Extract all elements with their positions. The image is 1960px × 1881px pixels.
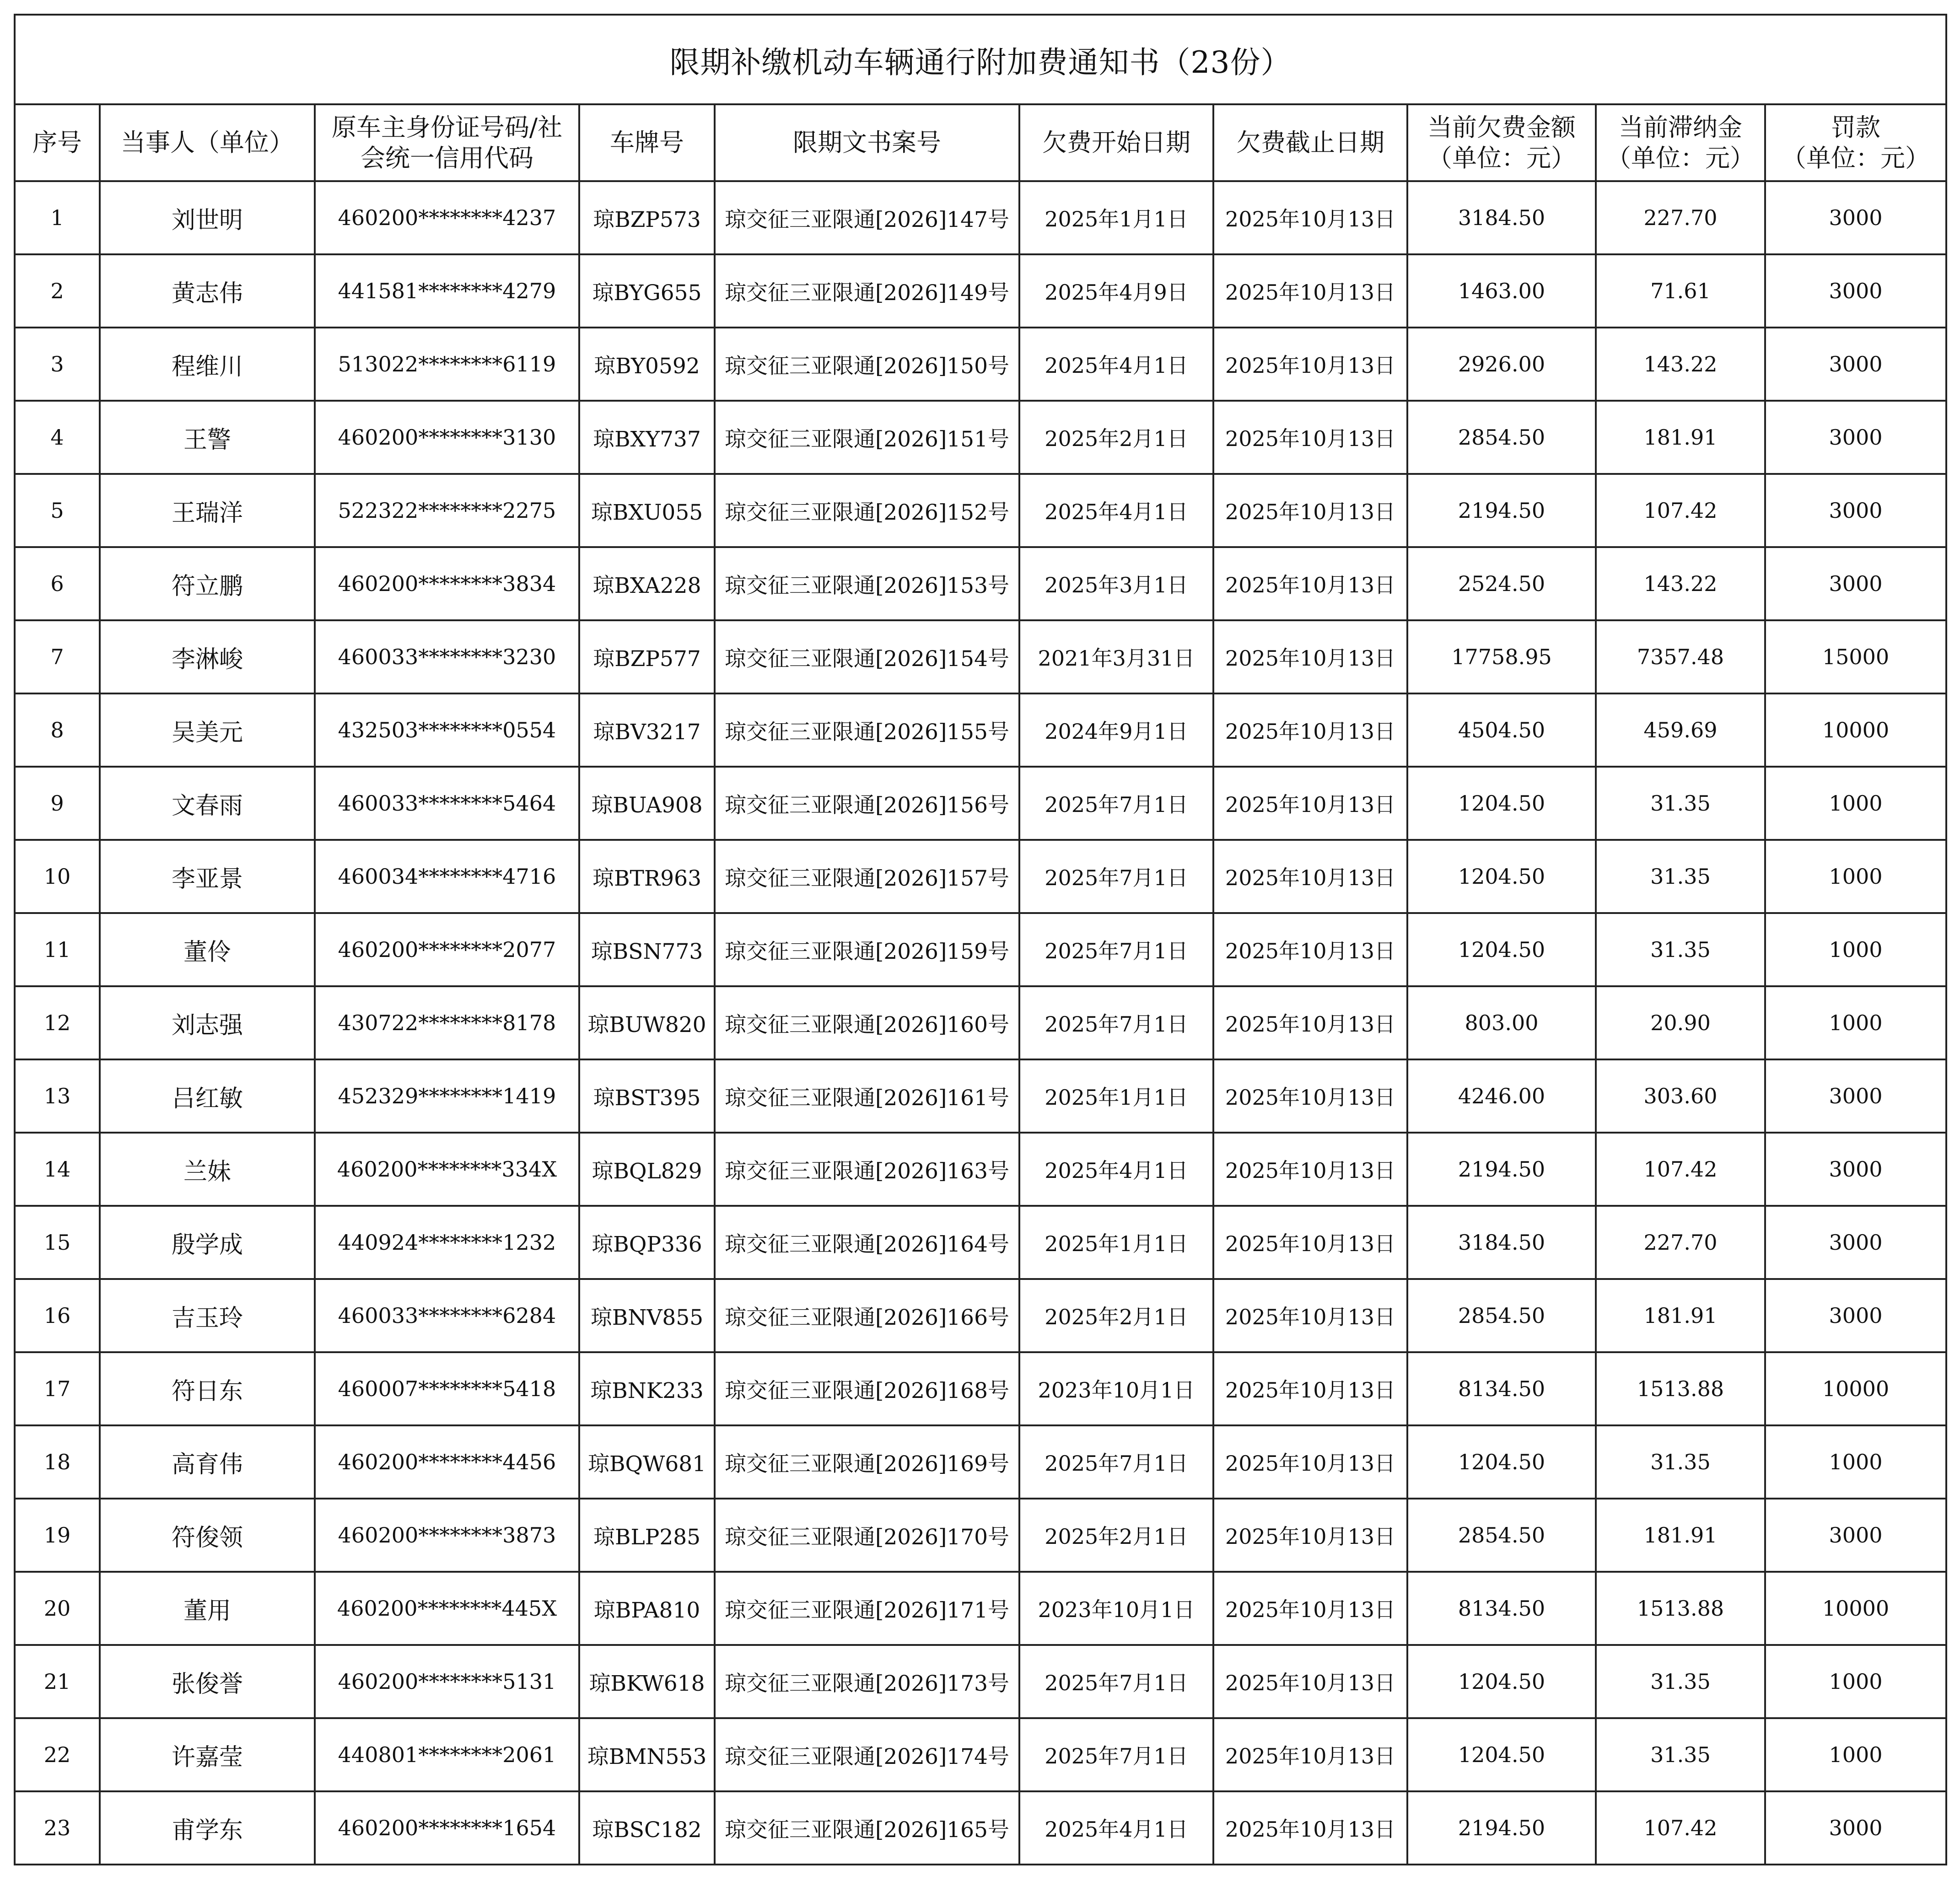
cell-end-date: 2025年10月13日 bbox=[1213, 1499, 1407, 1572]
cell-party: 许嘉莹 bbox=[100, 1718, 315, 1791]
cell-end-date: 2025年10月13日 bbox=[1213, 1352, 1407, 1425]
cell-id-number: 452329********1419 bbox=[315, 1059, 579, 1133]
table-row bbox=[15, 1645, 1946, 1718]
table-row bbox=[15, 1279, 1946, 1352]
cell-start-date: 2025年7月1日 bbox=[1019, 840, 1213, 913]
cell-party: 李亚景 bbox=[100, 840, 315, 913]
cell-id-number: 460033********6284 bbox=[315, 1279, 579, 1352]
cell-fine: 10000 bbox=[1765, 693, 1946, 767]
header-fine bbox=[1765, 104, 1946, 181]
cell-late-fee: 459.69 bbox=[1596, 693, 1765, 767]
cell-start-date: 2025年2月1日 bbox=[1019, 1279, 1213, 1352]
header-arrears bbox=[1407, 104, 1596, 181]
cell-index: 7 bbox=[15, 620, 100, 693]
cell-late-fee: 31.35 bbox=[1596, 913, 1765, 986]
cell-index: 3 bbox=[15, 328, 100, 401]
cell-index: 6 bbox=[15, 547, 100, 620]
cell-case-no: 琼交征三亚限通[2026]170号 bbox=[715, 1499, 1019, 1572]
cell-party: 殷学成 bbox=[100, 1206, 315, 1279]
cell-arrears: 2524.50 bbox=[1407, 547, 1596, 620]
cell-arrears: 2194.50 bbox=[1407, 1133, 1596, 1206]
table-row bbox=[15, 547, 1946, 620]
cell-party: 董伶 bbox=[100, 913, 315, 986]
header-arrears-line2: （单位：元） bbox=[1427, 144, 1576, 172]
cell-end-date: 2025年10月13日 bbox=[1213, 1206, 1407, 1279]
cell-id-number: 430722********8178 bbox=[315, 986, 579, 1059]
cell-end-date: 2025年10月13日 bbox=[1213, 1279, 1407, 1352]
cell-late-fee: 143.22 bbox=[1596, 328, 1765, 401]
cell-case-no: 琼交征三亚限通[2026]166号 bbox=[715, 1279, 1019, 1352]
cell-start-date: 2025年4月1日 bbox=[1019, 328, 1213, 401]
cell-party: 高育伟 bbox=[100, 1425, 315, 1499]
cell-case-no: 琼交征三亚限通[2026]152号 bbox=[715, 474, 1019, 547]
cell-late-fee: 7357.48 bbox=[1596, 620, 1765, 693]
cell-index: 1 bbox=[15, 181, 100, 254]
cell-party: 甫学东 bbox=[100, 1791, 315, 1865]
cell-party: 吉玉玲 bbox=[100, 1279, 315, 1352]
cell-start-date: 2025年1月1日 bbox=[1019, 1059, 1213, 1133]
cell-id-number: 460034********4716 bbox=[315, 840, 579, 913]
cell-plate: 琼BTR963 bbox=[579, 840, 715, 913]
cell-case-no: 琼交征三亚限通[2026]164号 bbox=[715, 1206, 1019, 1279]
header-fine-line2: （单位：元） bbox=[1782, 144, 1930, 172]
cell-plate: 琼BSC182 bbox=[579, 1791, 715, 1865]
cell-case-no: 琼交征三亚限通[2026]160号 bbox=[715, 986, 1019, 1059]
table-row bbox=[15, 1718, 1946, 1791]
header-late-fee-line1: 当前滞纳金 bbox=[1619, 113, 1742, 142]
cell-start-date: 2025年7月1日 bbox=[1019, 1425, 1213, 1499]
cell-fine: 1000 bbox=[1765, 840, 1946, 913]
cell-plate: 琼BLP285 bbox=[579, 1499, 715, 1572]
cell-late-fee: 107.42 bbox=[1596, 1133, 1765, 1206]
cell-id-number: 440801********2061 bbox=[315, 1718, 579, 1791]
cell-end-date: 2025年10月13日 bbox=[1213, 913, 1407, 986]
cell-late-fee: 31.35 bbox=[1596, 1425, 1765, 1499]
cell-start-date: 2025年7月1日 bbox=[1019, 913, 1213, 986]
cell-party: 刘世明 bbox=[100, 181, 315, 254]
cell-fine: 1000 bbox=[1765, 767, 1946, 840]
cell-arrears: 3184.50 bbox=[1407, 1206, 1596, 1279]
header-start-date: 欠费开始日期 bbox=[1019, 104, 1213, 181]
cell-end-date: 2025年10月13日 bbox=[1213, 328, 1407, 401]
cell-plate: 琼BNV855 bbox=[579, 1279, 715, 1352]
cell-case-no: 琼交征三亚限通[2026]169号 bbox=[715, 1425, 1019, 1499]
table-row bbox=[15, 840, 1946, 913]
header-arrears-line1: 当前欠费金额 bbox=[1427, 113, 1576, 142]
cell-id-number: 441581********4279 bbox=[315, 254, 579, 328]
notice-sheet bbox=[14, 14, 1945, 1865]
cell-index: 20 bbox=[15, 1572, 100, 1645]
cell-id-number: 460200********445X bbox=[315, 1572, 579, 1645]
cell-end-date: 2025年10月13日 bbox=[1213, 474, 1407, 547]
cell-start-date: 2023年10月1日 bbox=[1019, 1352, 1213, 1425]
cell-end-date: 2025年10月13日 bbox=[1213, 693, 1407, 767]
cell-fine: 10000 bbox=[1765, 1572, 1946, 1645]
cell-party: 符俊领 bbox=[100, 1499, 315, 1572]
cell-case-no: 琼交征三亚限通[2026]150号 bbox=[715, 328, 1019, 401]
cell-arrears: 4504.50 bbox=[1407, 693, 1596, 767]
table-body bbox=[15, 181, 1946, 1865]
cell-fine: 10000 bbox=[1765, 1352, 1946, 1425]
cell-case-no: 琼交征三亚限通[2026]147号 bbox=[715, 181, 1019, 254]
cell-end-date: 2025年10月13日 bbox=[1213, 840, 1407, 913]
cell-id-number: 460200********5131 bbox=[315, 1645, 579, 1718]
header-index: 序号 bbox=[15, 104, 100, 181]
cell-arrears: 2194.50 bbox=[1407, 1791, 1596, 1865]
cell-plate: 琼BMN553 bbox=[579, 1718, 715, 1791]
table-row bbox=[15, 1791, 1946, 1865]
cell-index: 10 bbox=[15, 840, 100, 913]
cell-id-number: 460007********5418 bbox=[315, 1352, 579, 1425]
cell-arrears: 8134.50 bbox=[1407, 1352, 1596, 1425]
cell-case-no: 琼交征三亚限通[2026]155号 bbox=[715, 693, 1019, 767]
cell-party: 刘志强 bbox=[100, 986, 315, 1059]
cell-id-number: 460200********3873 bbox=[315, 1499, 579, 1572]
cell-late-fee: 31.35 bbox=[1596, 767, 1765, 840]
cell-party: 张俊誉 bbox=[100, 1645, 315, 1718]
cell-end-date: 2025年10月13日 bbox=[1213, 401, 1407, 474]
cell-arrears: 2854.50 bbox=[1407, 401, 1596, 474]
cell-fine: 3000 bbox=[1765, 1791, 1946, 1865]
table-row bbox=[15, 1352, 1946, 1425]
notice-table bbox=[14, 14, 1947, 1865]
cell-late-fee: 31.35 bbox=[1596, 1645, 1765, 1718]
header-case-no: 限期文书案号 bbox=[715, 104, 1019, 181]
cell-party: 吴美元 bbox=[100, 693, 315, 767]
cell-start-date: 2023年10月1日 bbox=[1019, 1572, 1213, 1645]
cell-arrears: 8134.50 bbox=[1407, 1572, 1596, 1645]
cell-case-no: 琼交征三亚限通[2026]156号 bbox=[715, 767, 1019, 840]
cell-plate: 琼BPA810 bbox=[579, 1572, 715, 1645]
table-row bbox=[15, 1059, 1946, 1133]
cell-id-number: 460200********3834 bbox=[315, 547, 579, 620]
cell-index: 21 bbox=[15, 1645, 100, 1718]
cell-late-fee: 71.61 bbox=[1596, 254, 1765, 328]
cell-late-fee: 1513.88 bbox=[1596, 1572, 1765, 1645]
cell-party: 符立鹏 bbox=[100, 547, 315, 620]
cell-index: 14 bbox=[15, 1133, 100, 1206]
cell-start-date: 2025年4月1日 bbox=[1019, 474, 1213, 547]
cell-party: 董用 bbox=[100, 1572, 315, 1645]
cell-arrears: 2854.50 bbox=[1407, 1279, 1596, 1352]
cell-fine: 3000 bbox=[1765, 328, 1946, 401]
cell-id-number: 513022********6119 bbox=[315, 328, 579, 401]
table-row bbox=[15, 1499, 1946, 1572]
cell-plate: 琼BQW681 bbox=[579, 1425, 715, 1499]
cell-fine: 3000 bbox=[1765, 1133, 1946, 1206]
cell-fine: 3000 bbox=[1765, 1206, 1946, 1279]
table-row bbox=[15, 986, 1946, 1059]
cell-case-no: 琼交征三亚限通[2026]157号 bbox=[715, 840, 1019, 913]
cell-party: 李淋峻 bbox=[100, 620, 315, 693]
cell-end-date: 2025年10月13日 bbox=[1213, 620, 1407, 693]
cell-fine: 1000 bbox=[1765, 986, 1946, 1059]
document-title: 限期补缴机动车辆通行附加费通知书（23份） bbox=[15, 15, 1946, 104]
cell-fine: 1000 bbox=[1765, 1718, 1946, 1791]
cell-late-fee: 20.90 bbox=[1596, 986, 1765, 1059]
cell-plate: 琼BST395 bbox=[579, 1059, 715, 1133]
cell-plate: 琼BYG655 bbox=[579, 254, 715, 328]
cell-arrears: 2854.50 bbox=[1407, 1499, 1596, 1572]
cell-id-number: 460033********3230 bbox=[315, 620, 579, 693]
table-row bbox=[15, 620, 1946, 693]
cell-arrears: 1204.50 bbox=[1407, 913, 1596, 986]
table-row bbox=[15, 913, 1946, 986]
cell-case-no: 琼交征三亚限通[2026]149号 bbox=[715, 254, 1019, 328]
header-fine-line1: 罚款 bbox=[1831, 113, 1880, 142]
cell-case-no: 琼交征三亚限通[2026]163号 bbox=[715, 1133, 1019, 1206]
cell-late-fee: 227.70 bbox=[1596, 1206, 1765, 1279]
table-row bbox=[15, 328, 1946, 401]
cell-start-date: 2025年3月1日 bbox=[1019, 547, 1213, 620]
cell-index: 13 bbox=[15, 1059, 100, 1133]
cell-end-date: 2025年10月13日 bbox=[1213, 1718, 1407, 1791]
cell-end-date: 2025年10月13日 bbox=[1213, 254, 1407, 328]
cell-case-no: 琼交征三亚限通[2026]171号 bbox=[715, 1572, 1019, 1645]
cell-arrears: 1204.50 bbox=[1407, 840, 1596, 913]
cell-end-date: 2025年10月13日 bbox=[1213, 1425, 1407, 1499]
cell-end-date: 2025年10月13日 bbox=[1213, 1059, 1407, 1133]
cell-end-date: 2025年10月13日 bbox=[1213, 986, 1407, 1059]
cell-late-fee: 107.42 bbox=[1596, 474, 1765, 547]
cell-id-number: 460200********2077 bbox=[315, 913, 579, 986]
header-late-fee-line2: （单位：元） bbox=[1606, 144, 1755, 172]
cell-party: 王瑞洋 bbox=[100, 474, 315, 547]
cell-case-no: 琼交征三亚限通[2026]151号 bbox=[715, 401, 1019, 474]
cell-party: 兰妹 bbox=[100, 1133, 315, 1206]
cell-start-date: 2025年7月1日 bbox=[1019, 986, 1213, 1059]
cell-fine: 3000 bbox=[1765, 254, 1946, 328]
cell-fine: 3000 bbox=[1765, 1059, 1946, 1133]
cell-plate: 琼BKW618 bbox=[579, 1645, 715, 1718]
cell-arrears: 2194.50 bbox=[1407, 474, 1596, 547]
cell-party: 王警 bbox=[100, 401, 315, 474]
cell-start-date: 2024年9月1日 bbox=[1019, 693, 1213, 767]
cell-fine: 3000 bbox=[1765, 1279, 1946, 1352]
cell-plate: 琼BXY737 bbox=[579, 401, 715, 474]
header-end-date: 欠费截止日期 bbox=[1213, 104, 1407, 181]
cell-arrears: 3184.50 bbox=[1407, 181, 1596, 254]
cell-end-date: 2025年10月13日 bbox=[1213, 181, 1407, 254]
cell-case-no: 琼交征三亚限通[2026]173号 bbox=[715, 1645, 1019, 1718]
cell-id-number: 460033********5464 bbox=[315, 767, 579, 840]
cell-late-fee: 143.22 bbox=[1596, 547, 1765, 620]
cell-index: 5 bbox=[15, 474, 100, 547]
cell-start-date: 2025年2月1日 bbox=[1019, 401, 1213, 474]
cell-id-number: 432503********0554 bbox=[315, 693, 579, 767]
cell-fine: 3000 bbox=[1765, 181, 1946, 254]
header-id-number bbox=[315, 104, 579, 181]
cell-party: 黄志伟 bbox=[100, 254, 315, 328]
cell-index: 12 bbox=[15, 986, 100, 1059]
cell-late-fee: 181.91 bbox=[1596, 1499, 1765, 1572]
cell-end-date: 2025年10月13日 bbox=[1213, 767, 1407, 840]
cell-late-fee: 31.35 bbox=[1596, 840, 1765, 913]
cell-arrears: 1204.50 bbox=[1407, 1425, 1596, 1499]
cell-end-date: 2025年10月13日 bbox=[1213, 1645, 1407, 1718]
header-row bbox=[15, 104, 1946, 181]
cell-start-date: 2025年7月1日 bbox=[1019, 1718, 1213, 1791]
table-row bbox=[15, 1425, 1946, 1499]
cell-arrears: 803.00 bbox=[1407, 986, 1596, 1059]
cell-plate: 琼BQP336 bbox=[579, 1206, 715, 1279]
cell-index: 22 bbox=[15, 1718, 100, 1791]
cell-id-number: 522322********2275 bbox=[315, 474, 579, 547]
cell-fine: 3000 bbox=[1765, 474, 1946, 547]
header-party: 当事人（单位） bbox=[100, 104, 315, 181]
cell-plate: 琼BUW820 bbox=[579, 986, 715, 1059]
title-row bbox=[15, 15, 1946, 104]
table-row bbox=[15, 181, 1946, 254]
cell-start-date: 2021年3月31日 bbox=[1019, 620, 1213, 693]
cell-plate: 琼BSN773 bbox=[579, 913, 715, 986]
cell-fine: 3000 bbox=[1765, 1499, 1946, 1572]
table-row bbox=[15, 693, 1946, 767]
header-late-fee bbox=[1596, 104, 1765, 181]
cell-index: 11 bbox=[15, 913, 100, 986]
cell-plate: 琼BXA228 bbox=[579, 547, 715, 620]
table-row bbox=[15, 254, 1946, 328]
cell-index: 2 bbox=[15, 254, 100, 328]
cell-end-date: 2025年10月13日 bbox=[1213, 1572, 1407, 1645]
cell-party: 文春雨 bbox=[100, 767, 315, 840]
cell-id-number: 460200********1654 bbox=[315, 1791, 579, 1865]
table-row bbox=[15, 767, 1946, 840]
cell-start-date: 2025年7月1日 bbox=[1019, 767, 1213, 840]
cell-start-date: 2025年4月1日 bbox=[1019, 1791, 1213, 1865]
cell-index: 15 bbox=[15, 1206, 100, 1279]
cell-late-fee: 303.60 bbox=[1596, 1059, 1765, 1133]
cell-index: 4 bbox=[15, 401, 100, 474]
cell-start-date: 2025年4月9日 bbox=[1019, 254, 1213, 328]
cell-fine: 3000 bbox=[1765, 547, 1946, 620]
cell-plate: 琼BNK233 bbox=[579, 1352, 715, 1425]
cell-late-fee: 107.42 bbox=[1596, 1791, 1765, 1865]
cell-index: 18 bbox=[15, 1425, 100, 1499]
cell-id-number: 460200********4237 bbox=[315, 181, 579, 254]
cell-arrears: 1204.50 bbox=[1407, 767, 1596, 840]
cell-fine: 3000 bbox=[1765, 401, 1946, 474]
cell-fine: 1000 bbox=[1765, 1425, 1946, 1499]
cell-plate: 琼BQL829 bbox=[579, 1133, 715, 1206]
cell-end-date: 2025年10月13日 bbox=[1213, 547, 1407, 620]
cell-plate: 琼BZP577 bbox=[579, 620, 715, 693]
cell-fine: 15000 bbox=[1765, 620, 1946, 693]
cell-arrears: 1204.50 bbox=[1407, 1645, 1596, 1718]
cell-start-date: 2025年7月1日 bbox=[1019, 1645, 1213, 1718]
cell-case-no: 琼交征三亚限通[2026]168号 bbox=[715, 1352, 1019, 1425]
cell-party: 程维川 bbox=[100, 328, 315, 401]
cell-plate: 琼BV3217 bbox=[579, 693, 715, 767]
cell-arrears: 2926.00 bbox=[1407, 328, 1596, 401]
cell-start-date: 2025年2月1日 bbox=[1019, 1499, 1213, 1572]
cell-plate: 琼BZP573 bbox=[579, 181, 715, 254]
cell-case-no: 琼交征三亚限通[2026]161号 bbox=[715, 1059, 1019, 1133]
cell-start-date: 2025年1月1日 bbox=[1019, 181, 1213, 254]
header-id-line1: 原车主身份证号码/社 bbox=[331, 113, 563, 142]
cell-late-fee: 227.70 bbox=[1596, 181, 1765, 254]
cell-case-no: 琼交征三亚限通[2026]174号 bbox=[715, 1718, 1019, 1791]
cell-id-number: 460200********3130 bbox=[315, 401, 579, 474]
cell-plate: 琼BXU055 bbox=[579, 474, 715, 547]
cell-index: 17 bbox=[15, 1352, 100, 1425]
cell-fine: 1000 bbox=[1765, 1645, 1946, 1718]
table-row bbox=[15, 401, 1946, 474]
cell-index: 8 bbox=[15, 693, 100, 767]
cell-arrears: 4246.00 bbox=[1407, 1059, 1596, 1133]
cell-fine: 1000 bbox=[1765, 913, 1946, 986]
cell-start-date: 2025年4月1日 bbox=[1019, 1133, 1213, 1206]
cell-case-no: 琼交征三亚限通[2026]153号 bbox=[715, 547, 1019, 620]
cell-arrears: 1204.50 bbox=[1407, 1718, 1596, 1791]
cell-id-number: 460200********334X bbox=[315, 1133, 579, 1206]
cell-late-fee: 181.91 bbox=[1596, 1279, 1765, 1352]
header-plate: 车牌号 bbox=[579, 104, 715, 181]
cell-late-fee: 31.35 bbox=[1596, 1718, 1765, 1791]
cell-id-number: 460200********4456 bbox=[315, 1425, 579, 1499]
cell-end-date: 2025年10月13日 bbox=[1213, 1791, 1407, 1865]
cell-index: 16 bbox=[15, 1279, 100, 1352]
cell-id-number: 440924********1232 bbox=[315, 1206, 579, 1279]
cell-start-date: 2025年1月1日 bbox=[1019, 1206, 1213, 1279]
cell-case-no: 琼交征三亚限通[2026]159号 bbox=[715, 913, 1019, 986]
cell-case-no: 琼交征三亚限通[2026]154号 bbox=[715, 620, 1019, 693]
cell-late-fee: 1513.88 bbox=[1596, 1352, 1765, 1425]
cell-party: 符日东 bbox=[100, 1352, 315, 1425]
table-row bbox=[15, 1133, 1946, 1206]
table-row bbox=[15, 474, 1946, 547]
cell-late-fee: 181.91 bbox=[1596, 401, 1765, 474]
cell-plate: 琼BUA908 bbox=[579, 767, 715, 840]
cell-plate: 琼BY0592 bbox=[579, 328, 715, 401]
cell-arrears: 17758.95 bbox=[1407, 620, 1596, 693]
cell-index: 23 bbox=[15, 1791, 100, 1865]
table-row bbox=[15, 1572, 1946, 1645]
table-row bbox=[15, 1206, 1946, 1279]
cell-arrears: 1463.00 bbox=[1407, 254, 1596, 328]
cell-index: 9 bbox=[15, 767, 100, 840]
cell-case-no: 琼交征三亚限通[2026]165号 bbox=[715, 1791, 1019, 1865]
cell-party: 吕红敏 bbox=[100, 1059, 315, 1133]
cell-end-date: 2025年10月13日 bbox=[1213, 1133, 1407, 1206]
header-id-line2: 会统一信用代码 bbox=[361, 144, 533, 172]
cell-index: 19 bbox=[15, 1499, 100, 1572]
